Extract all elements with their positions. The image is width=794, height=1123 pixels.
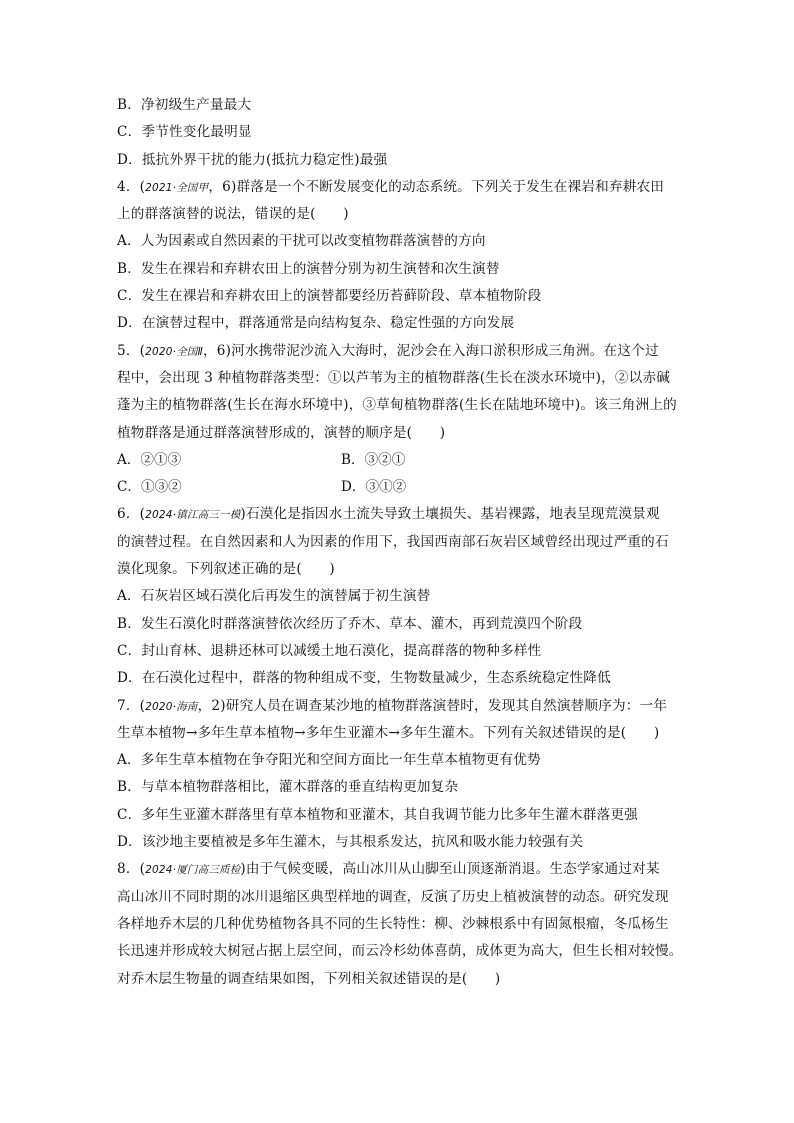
q5-options-row1 (117, 447, 683, 474)
q8-stem-line1 (117, 856, 683, 883)
q8-stem-line3: 各样地乔木层的几种优势植物各具不同的生长特性：柳、沙棘根系中有固氮根瘤，冬瓜杨生 (117, 915, 669, 932)
q4-stem-line2: 上的群落演替的说法，错误的是( ) (117, 206, 349, 223)
q8-stem-line4: 长迅速并形成较大树冠占据上层空间，而云冷杉幼体喜荫，成体更为高大，但生长相对较慢。 (117, 943, 683, 960)
q3-option-d: D．抵抗外界干扰的能力(抵抗力稳定性)最强 (117, 151, 388, 168)
q4-option-d: D．在演替过程中，群落通常是向结构复杂、稳定性强的方向发展 (117, 315, 515, 332)
q5-option-b: B．③②① (341, 451, 406, 468)
q5-option-a: A．②①③ (117, 451, 182, 468)
question-page (117, 92, 683, 993)
q8-source: 2024·厦门高三质检 (145, 864, 241, 877)
q6-option-b: B．发生石漠化时群落演替依次经历了乔木、草本、灌木，再到荒漠四个阶段 (117, 615, 583, 632)
q4-option-a: A．人为因素或自然因素的干扰可以改变植物群落演替的方向 (117, 233, 486, 250)
q6-option-d: D．在石漠化过程中，群落的物种组成不变，生物数量减少，生态系统稳定性降低 (117, 670, 611, 687)
q5-number: 5．( (117, 342, 146, 359)
q3-option-c: C．季节性变化最明显 (117, 124, 252, 141)
q7-stem-line2: 生草本植物→多年生草本植物→多年生亚灌木→多年生灌木。下列有关叙述错误的是( ) (117, 724, 660, 741)
q8-stem-line5: 对乔木层生物量的调查结果如图，下列相关叙述错误的是( ) (117, 970, 501, 987)
q6-stem-line2: 的演替过程。在自然因素和人为因素的作用下，我国西南部石灰岩区域曾经出现过严重的石 (117, 533, 669, 550)
q4-option-b: B．发生在裸岩和弃耕农田上的演替分别为初生演替和次生演替 (117, 260, 500, 277)
q5-option-d: D．③①② (341, 479, 407, 496)
q7-option-a: A．多年生草本植物在争夺阳光和空间方面比一年生草本植物更有优势 (117, 752, 541, 769)
q5-stem-text: ，6)河水携带泥沙流入大海时，泥沙会在入海口淤积形成三角洲。在这个过 (202, 342, 659, 359)
q7-stem-line1 (117, 693, 683, 720)
q7-number: 7．( (117, 697, 146, 714)
q5-stem-line1 (117, 338, 683, 365)
q6-stem-line1 (117, 501, 683, 528)
q4-option-c: C．发生在裸岩和弃耕农田上的演替都要经历苔藓阶段、草本植物阶段 (117, 288, 542, 305)
q7-source: 2020·海南 (145, 700, 198, 713)
q4-stem-line1 (117, 174, 683, 201)
q8-stem-line2: 高山冰川不同时期的冰川退缩区典型样地的调查，反演了历史上植被演替的动态。研究发现 (117, 888, 669, 905)
q6-number: 6．( (117, 506, 146, 523)
q6-source: 2024·镇江高三一模 (145, 509, 241, 522)
q7-option-b: B．与草本植物群落相比，灌木群落的垂直结构更加复杂 (117, 779, 459, 796)
q4-stem-text: ，6)群落是一个不断发展变化的动态系统。下列关于发生在裸岩和弃耕农田 (208, 178, 665, 195)
q5-stem-line4: 植物群落是通过群落演替形成的，演替的顺序是( ) (117, 424, 446, 441)
q8-number: 8．( (117, 861, 146, 878)
q8-stem-text: )由于气候变暖，高山冰川从山脚至山顶逐渐消退。生态学家通过对某 (240, 861, 660, 878)
q7-option-d: D．该沙地主要植被是多年生灌木，与其根系发达，抗风和吸水能力较强有关 (117, 834, 584, 851)
q5-option-c: C．①③② (117, 479, 182, 496)
q6-stem-text: )石漠化是指因水土流失导致土壤损失、基岩裸露，地表呈现荒漠景观 (240, 506, 660, 523)
q5-stem-line3: 蓬为主的植物群落(生长在海水环境中)，③草甸植物群落(生长在陆地环境中)。该三角洲上的 (117, 397, 677, 414)
q5-stem-line2: 程中，会出现 3 种植物群落类型：①以芦苇为主的植物群落(生长在淡水环境中)，②以赤碱 (117, 369, 671, 386)
q5-source: 2020·全国Ⅱ (145, 345, 203, 358)
q4-source: 2021·全国甲 (145, 181, 209, 194)
q6-option-a: A．石灰岩区域石漠化后再发生的演替属于初生演替 (117, 588, 431, 605)
q7-option-c: C．多年生亚灌木群落里有草本植物和亚灌木，其自我调节能力比多年生灌木群落更强 (117, 806, 638, 823)
q6-stem-line3: 漠化现象。下列叙述正确的是( ) (117, 561, 335, 578)
q4-number: 4．( (117, 178, 146, 195)
q3-option-b: B．净初级生产量最大 (117, 97, 252, 113)
q6-option-c: C．封山育林、退耕还林可以减缓土地石漠化，提高群落的物种多样性 (117, 642, 542, 659)
q7-stem-text: ，2)研究人员在调查某沙地的植物群落演替时，发现其自然演替顺序为：一年 (197, 697, 668, 714)
q5-options-row2 (117, 474, 683, 501)
